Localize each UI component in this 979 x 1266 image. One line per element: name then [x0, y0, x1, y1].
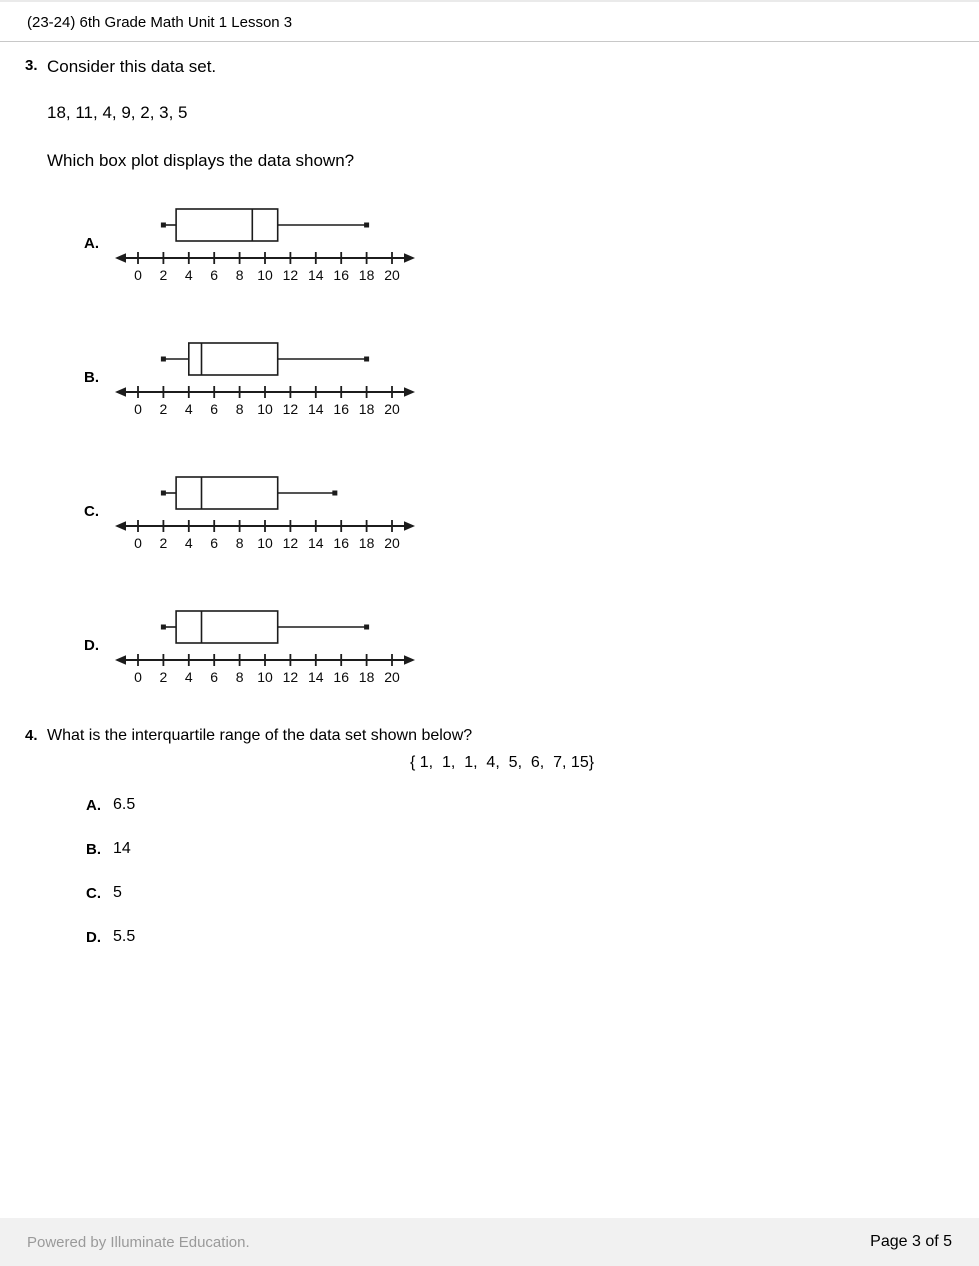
svg-text:10: 10 [257, 401, 273, 417]
svg-text:18: 18 [358, 669, 375, 685]
svg-text:14: 14 [308, 535, 324, 551]
option-b-value: 14 [113, 840, 131, 857]
question-4-dataset: { 1, 1, 1, 4, 5, 6, 7, 15} [409, 754, 595, 771]
question-4 [0, 725, 979, 949]
option-a-label: A. [86, 797, 101, 814]
svg-text:20: 20 [384, 401, 400, 417]
svg-text:4: 4 [184, 535, 193, 551]
question-3-number: 3. [25, 57, 38, 74]
svg-text:4: 4 [184, 267, 193, 283]
page-number: Page 3 of 5 [870, 1233, 952, 1250]
svg-text:6: 6 [210, 267, 219, 283]
option-a-label: A. [84, 235, 99, 252]
svg-text:10: 10 [257, 267, 273, 283]
boxplot-chart-a [114, 201, 416, 287]
svg-text:16: 16 [333, 535, 349, 551]
option-c-label: C. [84, 503, 99, 520]
svg-text:18: 18 [358, 267, 375, 283]
boxplot-chart-d [114, 603, 416, 689]
svg-text:18: 18 [358, 535, 375, 551]
option-b-label: B. [84, 369, 99, 386]
answer-option-c [86, 882, 979, 905]
svg-text:16: 16 [333, 267, 349, 283]
answer-option-c [84, 469, 979, 555]
option-d-value: 5.5 [113, 928, 136, 945]
svg-text:16: 16 [333, 401, 349, 417]
svg-text:14: 14 [308, 669, 324, 685]
option-b-label: B. [86, 841, 101, 858]
question-4-number: 4. [25, 727, 38, 744]
boxplot-chart-b [114, 335, 416, 421]
svg-text:8: 8 [235, 669, 244, 685]
svg-text:12: 12 [282, 669, 299, 685]
svg-text:10: 10 [257, 535, 273, 551]
svg-text:2: 2 [159, 669, 168, 685]
question-3-prompt: Consider this data set. [47, 57, 217, 76]
answer-option-b [86, 838, 979, 861]
svg-text:0: 0 [134, 535, 142, 551]
page-header [0, 2, 979, 42]
svg-text:2: 2 [159, 267, 168, 283]
svg-text:6: 6 [210, 535, 219, 551]
answer-option-d [84, 603, 979, 689]
option-a-value: 6.5 [113, 796, 136, 813]
svg-text:0: 0 [134, 401, 142, 417]
answer-option-d [86, 926, 979, 949]
option-c-value: 5 [113, 884, 122, 901]
svg-text:14: 14 [308, 267, 324, 283]
option-d-label: D. [84, 637, 99, 654]
svg-text:12: 12 [282, 535, 299, 551]
svg-text:0: 0 [134, 267, 142, 283]
option-c-label: C. [86, 885, 101, 902]
svg-text:4: 4 [184, 401, 193, 417]
svg-text:8: 8 [235, 267, 244, 283]
svg-text:0: 0 [134, 669, 142, 685]
svg-text:10: 10 [257, 669, 273, 685]
svg-text:6: 6 [210, 669, 219, 685]
question-3-options [84, 201, 979, 689]
page-footer [0, 1218, 979, 1266]
svg-text:2: 2 [159, 535, 168, 551]
svg-text:20: 20 [384, 669, 400, 685]
svg-text:12: 12 [282, 401, 299, 417]
answer-option-a [86, 794, 979, 817]
question-3 [0, 42, 979, 689]
option-d-label: D. [86, 929, 101, 946]
svg-text:16: 16 [333, 669, 349, 685]
answer-option-a [84, 201, 979, 287]
svg-text:12: 12 [282, 267, 299, 283]
svg-text:20: 20 [384, 535, 400, 551]
svg-text:4: 4 [184, 669, 193, 685]
boxplot-chart-c [114, 469, 416, 555]
question-3-prompt-row [25, 55, 979, 79]
question-4-question: What is the interquartile range of the data set shown below? [47, 727, 473, 744]
question-3-dataset: 18, 11, 4, 9, 2, 3, 5 [47, 103, 188, 122]
question-4-prompt-row [25, 725, 979, 747]
svg-text:18: 18 [358, 401, 375, 417]
svg-text:8: 8 [235, 535, 244, 551]
svg-text:14: 14 [308, 401, 324, 417]
question-3-question: Which box plot displays the data shown? [47, 151, 355, 170]
svg-text:2: 2 [159, 401, 168, 417]
question-4-options [86, 794, 979, 949]
svg-text:6: 6 [210, 401, 219, 417]
header-title: (23-24) 6th Grade Math Unit 1 Lesson 3 [27, 14, 293, 31]
answer-option-b [84, 335, 979, 421]
svg-text:8: 8 [235, 401, 244, 417]
svg-text:20: 20 [384, 267, 400, 283]
powered-by-text: Powered by Illuminate Education. [27, 1233, 250, 1251]
